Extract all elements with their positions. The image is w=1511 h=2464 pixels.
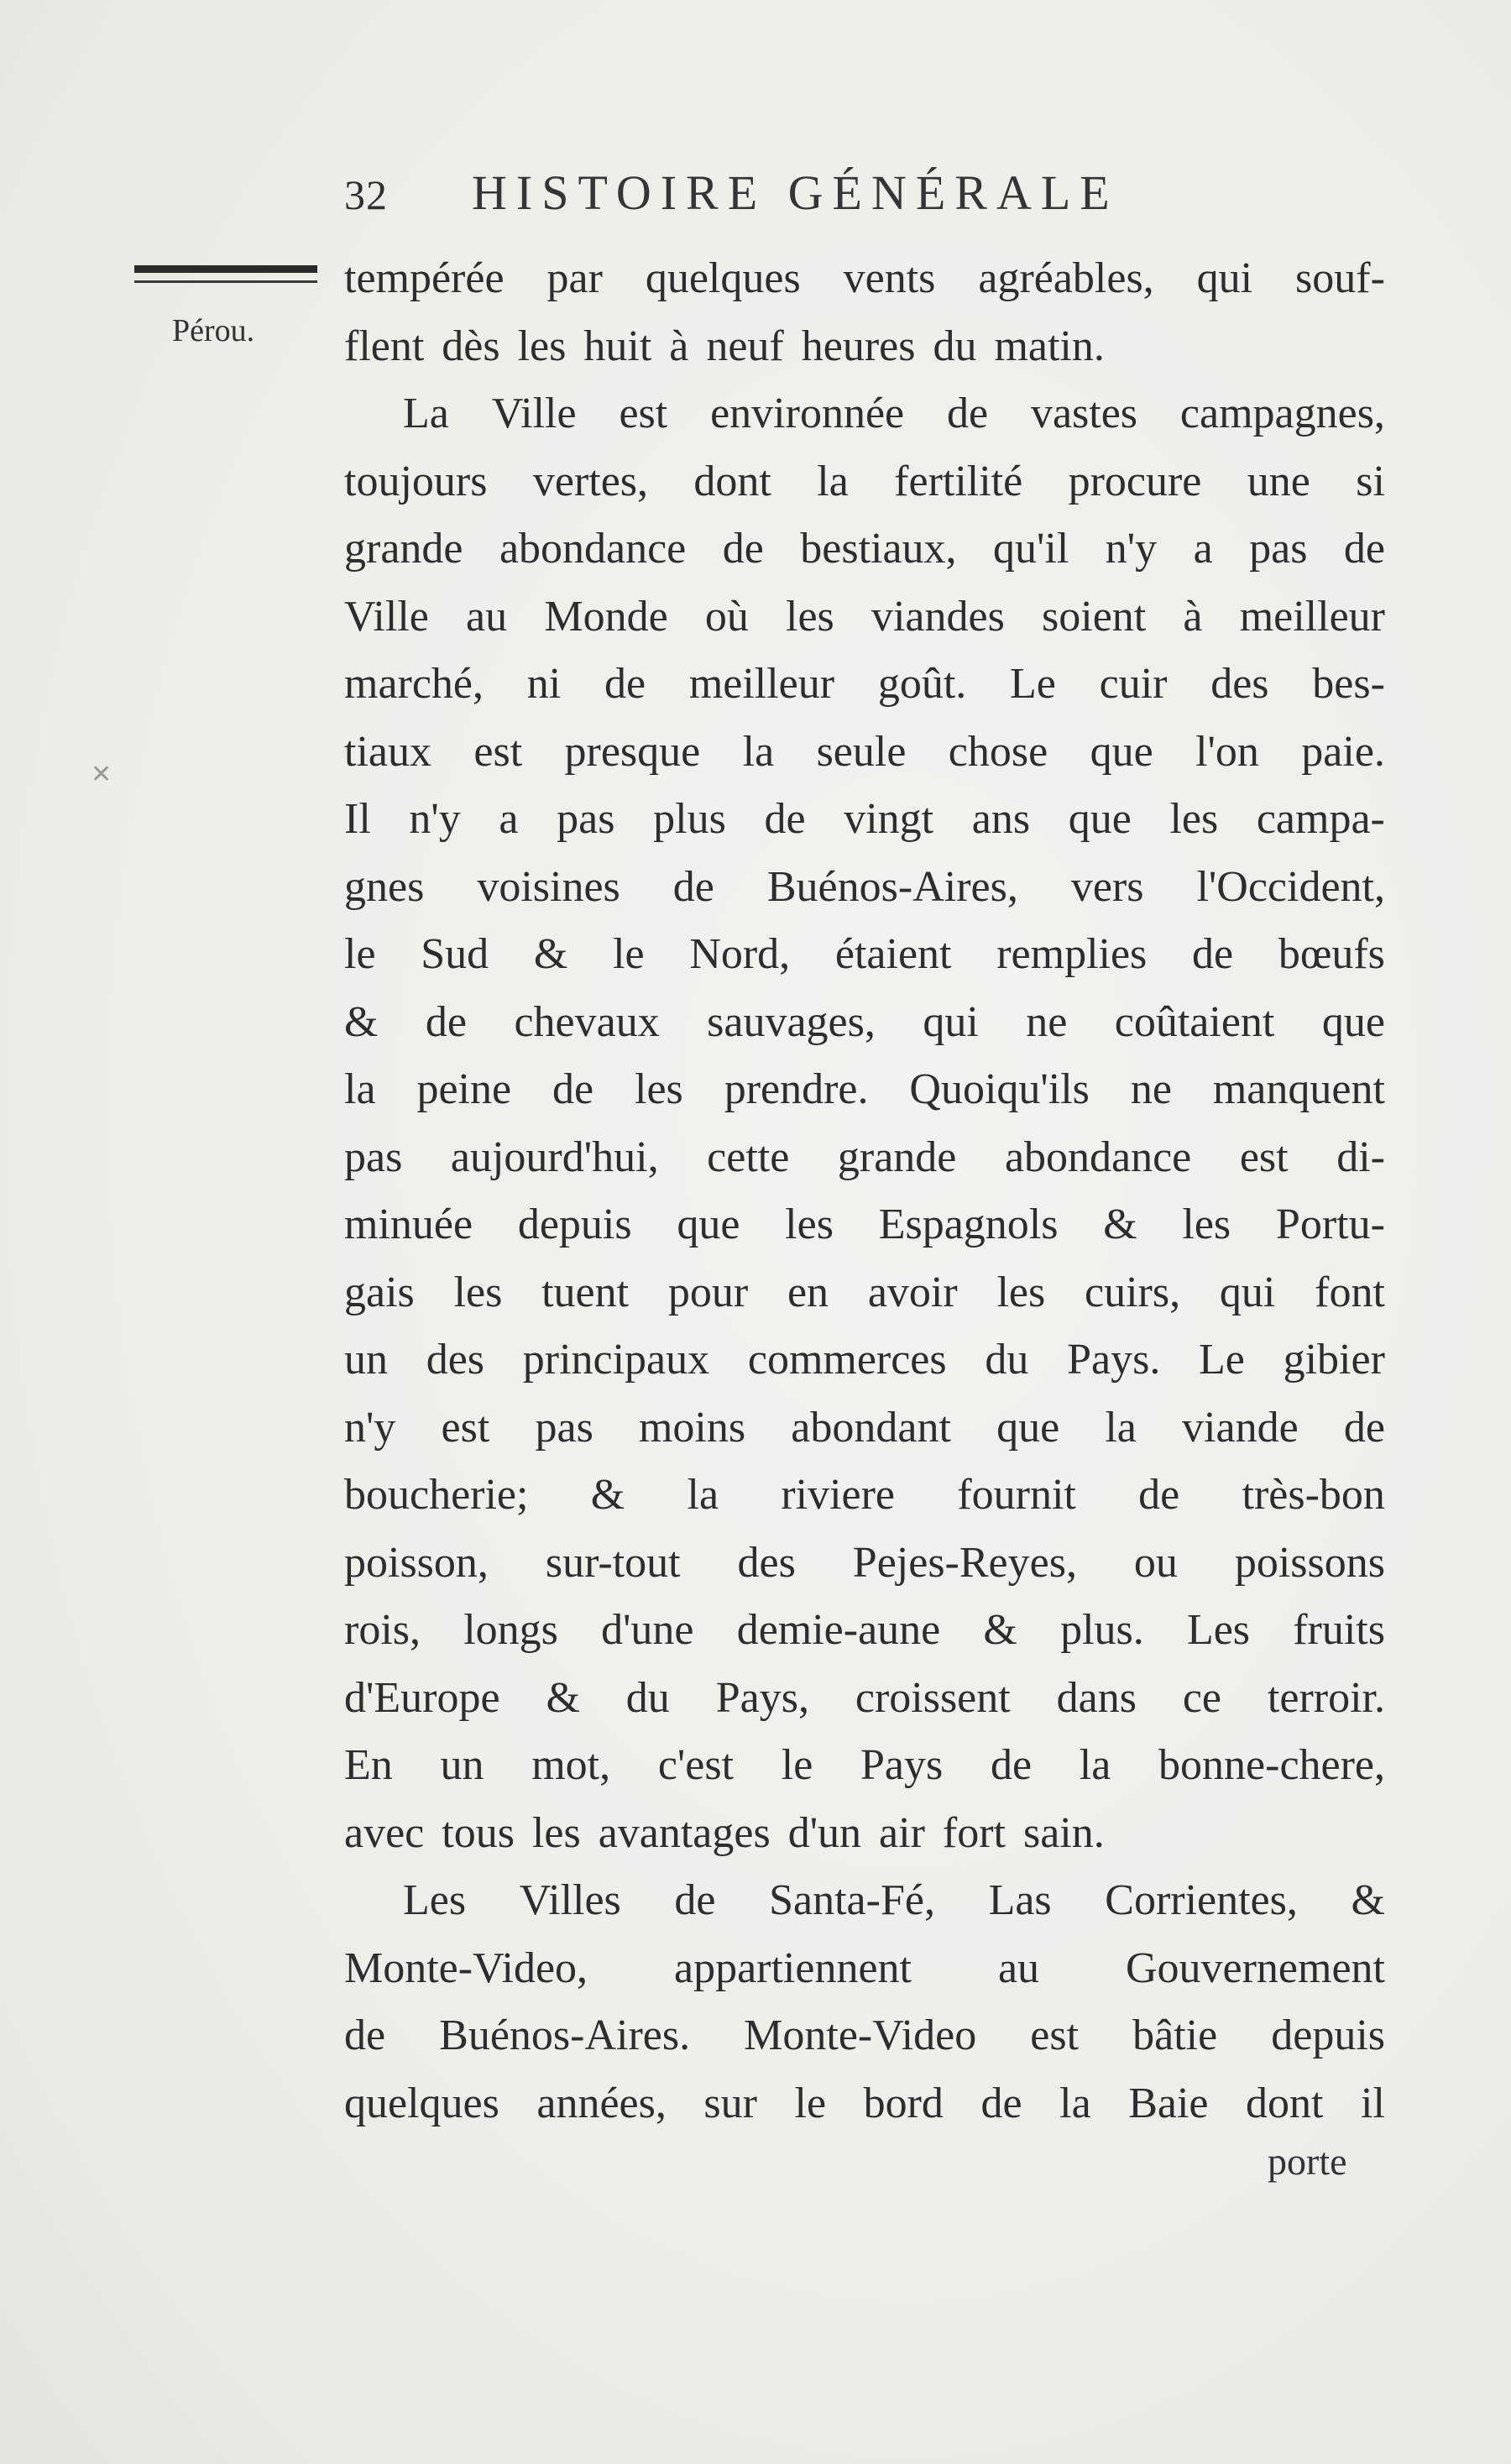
text-line: Monte-Video, appartiennent au Gouvernement (344, 1943, 1385, 1992)
text-line: flent dès les huit à neuf heures du matin. (344, 322, 1105, 370)
text-line: gnes voisines de Buénos-Aires, vers l'Occident, (344, 862, 1385, 911)
text-line: minuée depuis que les Espagnols & les Portu- (344, 1201, 1385, 1248)
text-line: Les Villes de Santa-Fé, Las Corrientes, & (403, 1876, 1385, 1924)
text-line: Ville au Monde où les viandes soient à meilleur (344, 592, 1385, 641)
text-line: le Sud & le Nord, étaient remplies de bœufs (344, 930, 1385, 978)
paper-speck: ✕ (91, 761, 112, 788)
margin-rule-thick (134, 265, 317, 273)
text-line: tempérée par quelques vents agréables, qui souf- (344, 254, 1385, 302)
text-line: En un mot, c'est le Pays de la bonne-chere, (344, 1741, 1385, 1789)
text-line: pas aujourd'hui, cette grande abondance est di- (344, 1133, 1385, 1181)
text-line: avec tous les avantages d'un air fort sain. (344, 1808, 1105, 1857)
page-number: 32 (344, 171, 388, 218)
body-text (344, 245, 1385, 2137)
text-line: grande abondance de bestiaux, qu'il n'y a pas de (344, 525, 1385, 573)
margin-rule (134, 265, 317, 287)
text-line: gais les tuent pour en avoir les cuirs, qui font (344, 1268, 1385, 1316)
text-line: d'Europe & du Pays, croissent dans ce terroir. (344, 1673, 1385, 1722)
text-line: n'y est pas moins abondant que la viande de (344, 1403, 1385, 1452)
text-line: toujours vertes, dont la fertilité procure une si (344, 457, 1385, 505)
text-line: Il n'y a pas plus de vingt ans que les campa- (344, 795, 1385, 843)
text-line: marché, ni de meilleur goût. Le cuir des bes- (344, 660, 1385, 708)
text-line: la peine de les prendre. Quoiqu'ils ne manquent (344, 1065, 1385, 1113)
text-line: un des principaux commerces du Pays. Le gibier (344, 1336, 1385, 1384)
text-line: rois, longs d'une demie-aune & plus. Les fruits (344, 1606, 1385, 1654)
text-line: & de chevaux sauvages, qui ne coûtaient que (344, 997, 1385, 1046)
catchword: porte (1268, 2140, 1347, 2183)
text-line: La Ville est environnée de vastes campagnes, (403, 390, 1385, 437)
text-line: boucherie; & la riviere fournit de très-bon (344, 1471, 1385, 1519)
running-title: HISTOIRE GÉNÉRALE (472, 165, 1119, 220)
text-line: de Buénos-Aires. Monte-Video est bâtie depuis (344, 2011, 1385, 2059)
page-header (344, 165, 1301, 223)
text-line: tiaux est presque la seule chose que l'on paie. (344, 727, 1385, 776)
text-line: poisson, sur-tout des Pejes-Reyes, ou poissons (344, 1538, 1385, 1587)
text-line: quelques années, sur le bord de la Baie dont il (344, 2079, 1385, 2127)
margin-rule-thin (134, 280, 317, 283)
margin-note: Pérou. (172, 313, 255, 348)
